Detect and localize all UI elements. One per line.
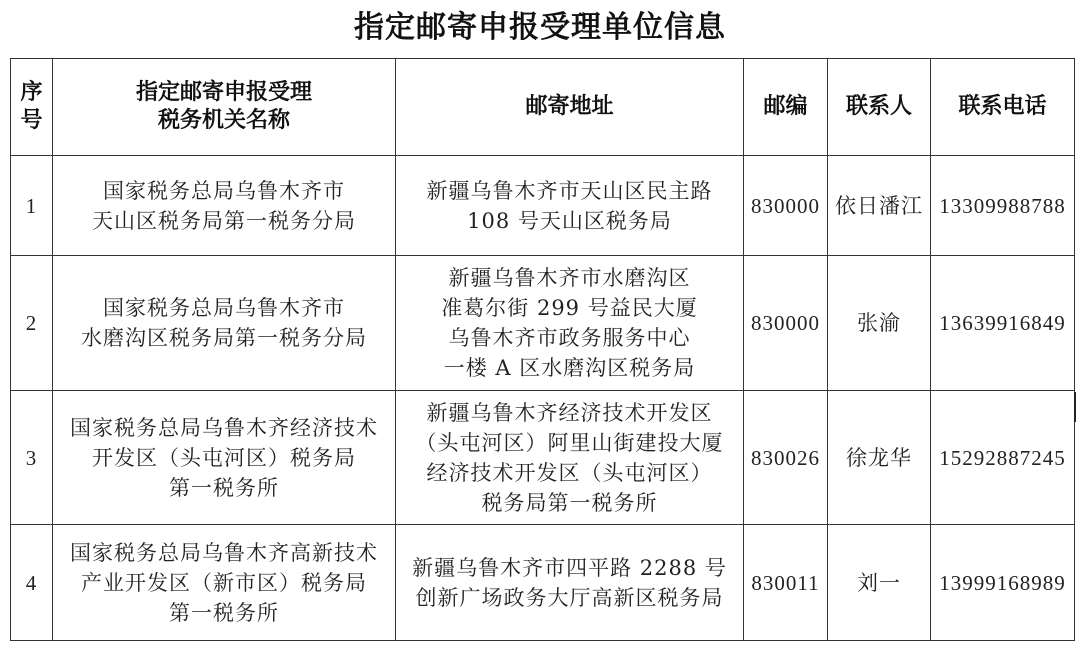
header-address: 邮寄地址 (396, 59, 744, 156)
row-contact: 依日潘江 (828, 156, 931, 256)
address-line: 新疆乌鲁木齐市水磨沟区 (448, 266, 691, 290)
row-address (396, 156, 744, 256)
office-line: 水磨沟区税务局第一税务分局 (81, 326, 367, 350)
office-line: 国家税务总局乌鲁木齐市 (103, 178, 345, 203)
office-line: 产业开发区（新市区）税务局 (81, 570, 367, 595)
address-line: 新疆乌鲁木齐经济技术开发区 (426, 400, 713, 425)
table-row (11, 525, 1075, 641)
header-index (11, 59, 53, 156)
address-line: （头屯河区）阿里山街建投大厦 (415, 430, 724, 455)
office-line: 第一税务所 (169, 600, 279, 625)
header-index-line: 序 (20, 80, 43, 105)
header-index-line: 号 (20, 108, 43, 133)
row-index: 3 (11, 391, 53, 525)
header-postcode: 邮编 (744, 59, 828, 156)
row-postcode: 830000 (744, 156, 828, 256)
header-phone: 联系电话 (931, 59, 1075, 156)
office-line: 国家税务总局乌鲁木齐市 (103, 296, 345, 320)
row-index: 2 (11, 256, 53, 391)
text-cursor (1074, 392, 1076, 422)
address-line: 乌鲁木齐市政务服务中心 (448, 326, 691, 350)
row-address (396, 391, 744, 525)
office-line: 国家税务总局乌鲁木齐经济技术 (70, 415, 378, 440)
row-phone: 13309988788 (931, 156, 1075, 256)
address-line: 108 号天山区税务局 (467, 208, 672, 233)
row-postcode: 830000 (744, 256, 828, 391)
address-line: 新疆乌鲁木齐市天山区民主路 (426, 178, 713, 203)
header-office-line: 指定邮寄申报受理 (135, 80, 312, 105)
row-address (396, 525, 744, 641)
row-index: 1 (11, 156, 53, 256)
page-title: 指定邮寄申报受理单位信息 (354, 10, 726, 45)
address-line: 准葛尔街 299 号益民大厦 (441, 296, 698, 320)
row-address (396, 256, 744, 391)
table-header-row (11, 59, 1075, 156)
row-office (53, 156, 396, 256)
row-phone: 15292887245 (931, 391, 1075, 525)
row-contact: 张渝 (828, 256, 931, 391)
office-line: 第一税务所 (169, 475, 279, 500)
table-row (11, 256, 1075, 391)
address-line: 经济技术开发区（头屯河区） (426, 460, 713, 485)
row-phone: 13999168989 (931, 525, 1075, 641)
header-contact: 联系人 (828, 59, 931, 156)
row-phone: 13639916849 (931, 256, 1075, 391)
row-office (53, 256, 396, 391)
table-row (11, 156, 1075, 256)
tax-office-table (10, 58, 1075, 641)
address-line: 税务局第一税务所 (481, 490, 658, 515)
address-line: 创新广场政务大厅高新区税务局 (415, 585, 724, 610)
row-office (53, 525, 396, 641)
office-line: 国家税务总局乌鲁木齐高新技术 (70, 540, 378, 565)
address-line: 一楼 A 区水磨沟区税务局 (443, 356, 696, 380)
address-line: 新疆乌鲁木齐市四平路 2288 号 (412, 555, 727, 580)
header-office-line: 税务机关名称 (157, 108, 290, 133)
row-postcode: 830026 (744, 391, 828, 525)
office-line: 开发区（头屯河区）税务局 (92, 445, 356, 470)
row-index: 4 (11, 525, 53, 641)
row-contact: 徐龙华 (828, 391, 931, 525)
row-postcode: 830011 (744, 525, 828, 641)
office-line: 天山区税务局第一税务分局 (92, 208, 356, 233)
row-contact: 刘一 (828, 525, 931, 641)
header-office (53, 59, 396, 156)
table-row (11, 391, 1075, 525)
row-office (53, 391, 396, 525)
